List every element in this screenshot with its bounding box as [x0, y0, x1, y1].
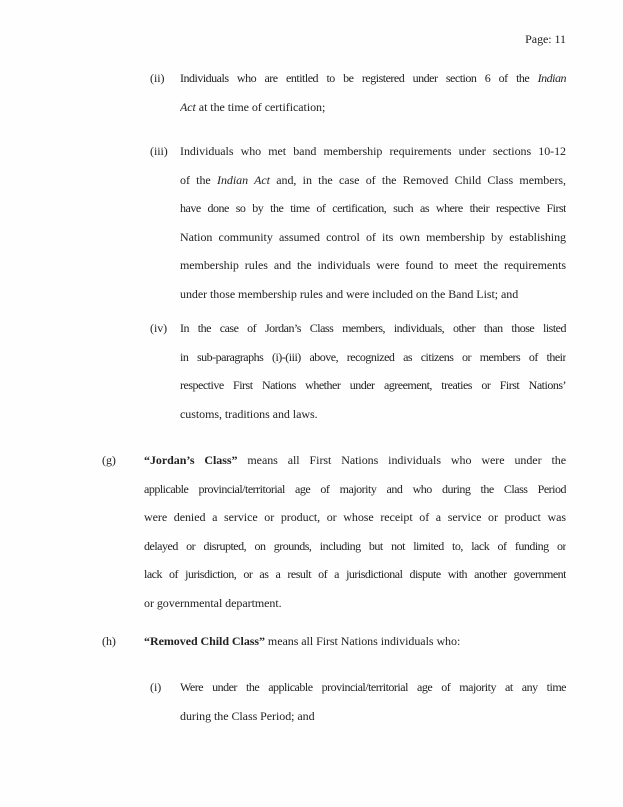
text-line	[180, 673, 566, 702]
paragraph-g	[0, 446, 623, 617]
text-run: Were under the applicable provincial/territorial age of majority at any time	[180, 680, 566, 694]
text-run: at the time of certification;	[195, 99, 326, 114]
paragraph-ii	[0, 64, 623, 121]
text-line	[144, 627, 566, 656]
paragraph-label: (iii)	[150, 144, 168, 158]
paragraph-label: (ii)	[150, 71, 165, 85]
text-run: Nation community assumed control of its own membership by establishing	[180, 229, 566, 244]
text-run: during the Class Period; and	[180, 708, 315, 723]
text-line	[144, 475, 566, 504]
text-line	[180, 93, 566, 122]
text-line	[180, 223, 566, 252]
text-line	[144, 532, 566, 561]
text-line	[180, 400, 566, 429]
paragraph-text	[144, 446, 566, 617]
paragraph-text	[180, 64, 566, 121]
text-line	[180, 64, 566, 93]
text-run: lack of jurisdiction, or as a result of a jurisdictional dispute with another government	[144, 567, 566, 581]
text-line	[180, 137, 566, 166]
text-run: have done so by the time of certification, such as where their respective First	[180, 201, 566, 215]
paragraph-iv	[0, 314, 623, 428]
paragraph-i	[0, 673, 623, 730]
text-run: means all First Nations individuals who:	[264, 634, 461, 648]
italic-text-run: Act	[180, 99, 196, 114]
text-run: in sub-paragraphs (i)-(iii) above, recognized as citizens or members of their	[180, 349, 566, 364]
text-run: customs, traditions and laws.	[180, 406, 318, 421]
text-run: Individuals who met band membership requirements under sections 10-12	[180, 144, 566, 158]
text-run: under those membership rules and were included on the Band List; and	[180, 286, 519, 301]
text-line	[180, 343, 566, 372]
text-run: were denied a service or product, or whose receipt of a service or product was	[144, 510, 566, 524]
text-run: means all First Nations individuals who were under the	[237, 453, 566, 467]
paragraph-label: (iv)	[150, 321, 168, 335]
paragraph-label: (h)	[102, 634, 116, 648]
paragraph-label: (g)	[102, 453, 116, 467]
text-line	[144, 560, 566, 589]
text-run: or governmental department.	[144, 595, 282, 610]
text-line	[180, 314, 566, 343]
paragraph-label: (i)	[150, 680, 162, 694]
text-run: membership rules and the individuals were found to meet the requirements	[180, 258, 566, 272]
paragraph-text	[180, 137, 566, 308]
text-run: and, in the case of the Removed Child Class members,	[269, 172, 566, 187]
paragraph-text	[180, 673, 566, 730]
text-line	[144, 589, 566, 618]
paragraph-iii	[0, 137, 623, 308]
text-line	[144, 503, 566, 532]
page-number: Page: 11	[525, 32, 566, 46]
bold-text-run: “Removed Child Class”	[144, 634, 265, 648]
text-line	[180, 371, 566, 400]
text-line	[180, 194, 566, 223]
text-run: delayed or disrupted, on grounds, including but not limited to, lack of funding or	[144, 538, 566, 553]
italic-text-run: Indian	[537, 71, 566, 85]
text-line	[180, 702, 566, 731]
text-run: applicable provincial/territorial age of majority and who during the Class Period	[144, 481, 566, 496]
italic-text-run: Indian Act	[217, 172, 270, 187]
text-line	[180, 166, 566, 195]
text-run: Individuals who are entitled to be registered under section 6 of the	[180, 71, 538, 85]
text-run: In the case of Jordan’s Class members, individuals, other than those listed	[180, 321, 566, 335]
paragraph-h	[0, 627, 623, 656]
text-run: of the	[180, 172, 217, 187]
paragraph-text	[180, 314, 566, 428]
text-run: respective First Nations whether under agreement, treaties or First Nations’	[180, 378, 566, 392]
text-line	[180, 280, 566, 309]
paragraph-text	[144, 627, 566, 656]
text-line	[180, 251, 566, 280]
text-line	[144, 446, 566, 475]
bold-text-run: “Jordan’s Class”	[144, 453, 238, 467]
